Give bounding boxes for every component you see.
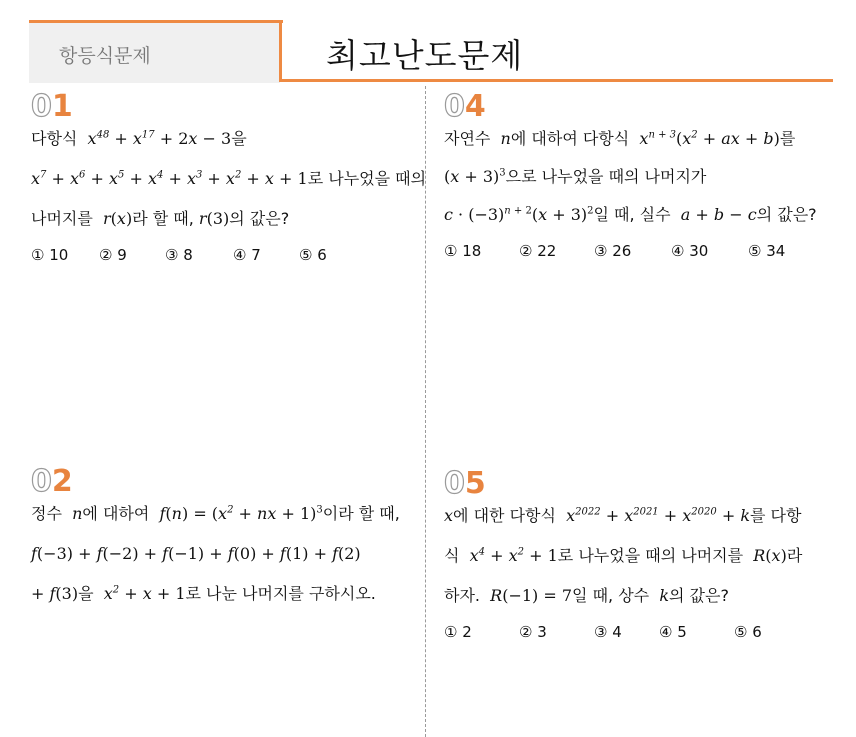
problem-line-3: 나머지를 r(x)라 할 때, r(3)의 값은?: [31, 209, 290, 228]
problem-number: 01: [31, 89, 73, 124]
problem-line-2: 식 $x^4 + x^2 + 1$로 나누었을 때의 나머지를 R(x)라: [444, 546, 803, 565]
answer-choices: [444, 241, 829, 261]
problem-number: 04: [444, 89, 486, 124]
header-accent-line-vertical: [279, 20, 282, 82]
choice-3[interactable]: ③ 8: [165, 246, 193, 264]
choice-4[interactable]: ④ 7: [233, 246, 261, 264]
problem-line-1: 정수 n에 대하여 $f(n) = (x^2$ + nx + 1)$^3$이라 할 때,: [31, 504, 400, 523]
problem-line-3: $c \cdot (-3)^{n + 2}(x + 3)^2$일 때, 실수 a + b − c의 값은?: [444, 205, 817, 224]
header-accent-line-bottom: [279, 79, 833, 82]
choice-5[interactable]: ⑤ 6: [299, 246, 327, 264]
choice-2[interactable]: ② 9: [99, 246, 127, 264]
choice-5[interactable]: ⑤ 34: [748, 242, 786, 260]
choice-1[interactable]: ① 2: [444, 623, 472, 641]
problem-number: 05: [444, 466, 486, 501]
problem-line-1: 다항식 $x^{48} + x^{17} + 2x - 3$을: [31, 129, 247, 148]
header-accent-line-top: [29, 20, 283, 23]
choice-1[interactable]: ① 18: [444, 242, 482, 260]
choice-3[interactable]: ③ 4: [594, 623, 622, 641]
choice-3[interactable]: ③ 26: [594, 242, 632, 260]
problem-04: [444, 89, 829, 261]
problem-02: [31, 464, 416, 624]
choice-5[interactable]: ⑤ 6: [734, 623, 762, 641]
problem-line-3: + f(3)을 $x^2 + x + 1$로 나눈 나머지를 구하시오.: [31, 584, 376, 603]
problem-line-2: $(x + 3)^3$으로 나누었을 때의 나머지가: [444, 167, 707, 186]
header-tab: [29, 23, 280, 83]
problem-01: [31, 89, 427, 265]
answer-choices: [444, 622, 820, 642]
problem-line-1: 자연수 n에 대하여 다항식 $x^{n + 3}(x^2$ + ax + b)를: [444, 129, 796, 148]
header-tab-label: 항등식문제: [59, 45, 151, 67]
choice-1[interactable]: ① 10: [31, 246, 69, 264]
page-title: 최고난도문제: [326, 36, 524, 75]
choice-2[interactable]: ② 22: [519, 242, 557, 260]
choice-4[interactable]: ④ 5: [659, 623, 687, 641]
choice-4[interactable]: ④ 30: [671, 242, 709, 260]
problem-line-2: f(−3) + f(−2) + f(−1) + f(0) + f(1) + f(2): [31, 544, 361, 563]
problem-line-3: 하자. R(−1) = 7일 때, 상수 k의 값은?: [444, 586, 729, 605]
problem-05: [444, 466, 820, 642]
answer-choices: [31, 245, 416, 265]
problem-number: 02: [31, 464, 73, 499]
problem-line-2: $x^7 + x^6 + x^5 + x^4 + x^3 + x^2 + x + 1$로 나누었을 때의: [31, 169, 427, 188]
problem-line-1: x에 대한 다항식 $x^{2022} + x^{2021} + x^{2020} + k$를 다항: [444, 506, 802, 525]
choice-2[interactable]: ② 3: [519, 623, 547, 641]
